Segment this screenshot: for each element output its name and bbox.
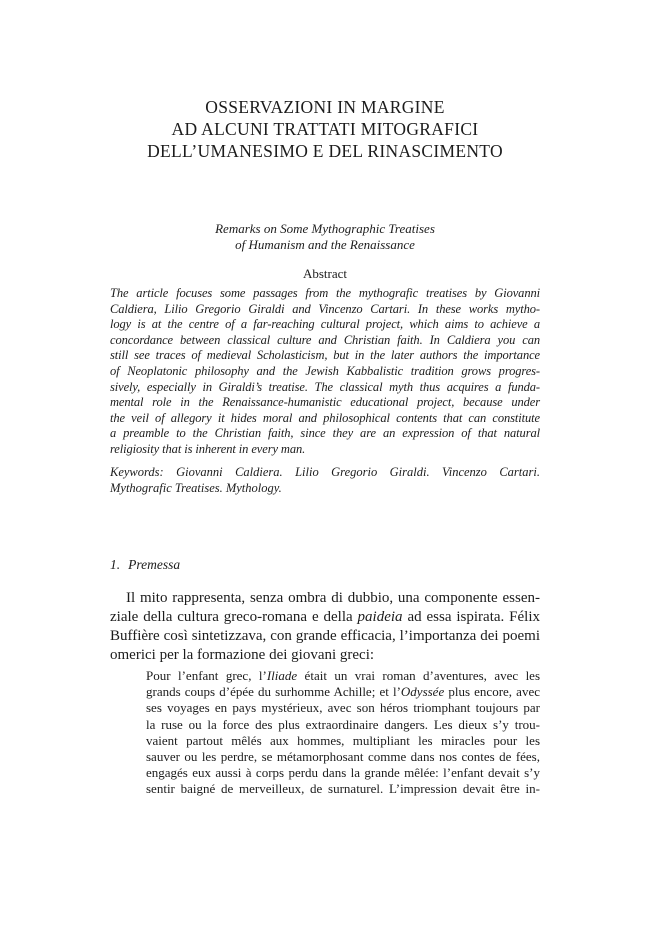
body-emphasis: paideia	[357, 609, 403, 625]
abstract-line: logy is at the centre of a far-reaching cultural project, which aims to achieve a	[110, 317, 540, 332]
body-text: ad essa ispirata. Félix	[402, 609, 540, 625]
body-paragraph	[110, 589, 540, 665]
section-heading	[110, 556, 180, 573]
quote-text: grands coups d’épée du surhomme Achille; et l’	[146, 684, 401, 700]
quote-text: plus encore, avec	[444, 684, 540, 700]
abstract-line: Caldiera, Lilio Gregorio Giraldi and Vincenzo Cartari. In these works mytho-	[110, 301, 540, 316]
body-text: omerici per la formazione dei giovani greci:	[110, 647, 375, 663]
quote-text: était un vrai roman d’aventures, avec les	[297, 668, 541, 683]
body-line	[110, 646, 540, 665]
article-title	[0, 96, 650, 162]
body-line	[110, 589, 540, 608]
abstract-line: concordance between classical culture and Christian faith. In Caldiera you can	[110, 332, 540, 347]
quote-line: engagés eux aussi à corps perdu dans la grande mêlée: l’enfant devait s’y	[146, 765, 540, 781]
body-text: Il mito rappresenta, senza ombra di dubbio, una componente essen-	[126, 590, 540, 606]
abstract-line: the veil of allegory it hides moral and philosophical contents that can constitute	[110, 410, 540, 425]
quote-text: Pour l’enfant grec, l’	[146, 668, 267, 683]
abstract-line: of Neoplatonic philosophy and the Jewish Kabbalistic tradition grows progres-	[110, 363, 540, 378]
quote-line: sauver ou les perdre, se métamorphosant comme dans nos contes de fées,	[146, 749, 540, 765]
abstract-line: a preamble to the Christian faith, since they are an expression of that natural	[110, 426, 540, 441]
body-text: ziale della cultura greco-romana e della	[110, 609, 358, 625]
subtitle-line: Remarks on Some Mythographic Treatises	[215, 221, 435, 236]
quote-line: la ruse ou la force des plus extraordinaire dangers. Les dieux s’y trou-	[146, 716, 540, 732]
body-text: Buffière così sintetizzava, con grande efficacia, l’importanza dei poemi	[110, 628, 540, 644]
english-subtitle	[0, 221, 650, 253]
section-label: Premessa	[128, 557, 181, 572]
keywords-line: Mythografic Treatises. Mythology.	[110, 480, 282, 495]
block-quote	[146, 668, 540, 798]
abstract-line: still see traces of medieval Scholasticism, but in the later authors the importance	[110, 348, 540, 363]
abstract-line: The article focuses some passages from the mythografic treatises by Giovanni	[110, 286, 540, 300]
quote-line: sentir baigné de merveilleux, de surnaturel. L’impression devait être in-	[146, 781, 540, 797]
quote-emphasis: Iliade	[266, 668, 298, 683]
abstract-line: sively, especially in Giraldi’s treatise. The classical myth thus acquires a funda-	[110, 379, 540, 394]
quote-line: ses voyages en pays mystérieux, avec son héros triomphant toujours par	[146, 700, 540, 716]
title-line: OSSERVAZIONI IN MARGINE	[205, 97, 445, 117]
abstract-body	[110, 286, 540, 458]
quote-line: vaient partout mêlés aux hommes, multipliant les miracles pour les	[146, 732, 540, 748]
subtitle-line: of Humanism and the Renaissance	[235, 237, 415, 252]
body-line	[110, 608, 540, 627]
keywords-line: Keywords: Giovanni Caldiera. Lilio Gregorio Giraldi. Vincenzo Cartari.	[110, 465, 540, 479]
title-line: AD ALCUNI TRATTATI MITOGRAFICI	[171, 119, 479, 139]
quote-line	[146, 668, 540, 684]
title-line: DELL’UMANESIMO E DEL RINASCIMENTO	[147, 141, 503, 161]
abstract-heading: Abstract	[302, 266, 348, 281]
body-line	[110, 627, 540, 646]
section-number: 1.	[110, 557, 121, 572]
quote-emphasis: Odyssée	[400, 684, 445, 700]
keywords	[110, 465, 540, 496]
abstract-line: mental role in the Renaissance-humanistic educational project, because under	[110, 395, 540, 410]
abstract-line: religiosity that is inherent in every man.	[110, 441, 306, 456]
quote-line	[146, 684, 540, 700]
